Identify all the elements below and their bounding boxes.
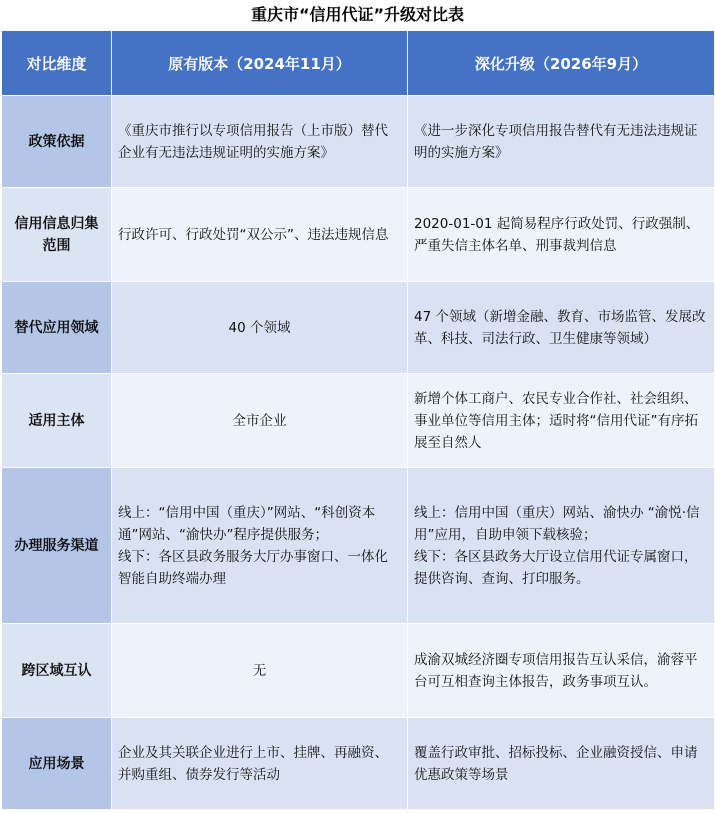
row-upgraded: 新增个体工商户、农民专业合作社、社会组织、事业单位等信用主体；适时将“信用代证”有序拓展至自然人	[408, 374, 715, 468]
table-row	[2, 624, 715, 718]
upgraded-line-online: 线上：信用中国（重庆）网站、渝快办 “渝悦·信用”应用，自助申领下载核验；	[414, 504, 700, 543]
header-original: 原有版本（2024年11月）	[112, 31, 408, 96]
row-dimension: 应用场景	[2, 718, 112, 810]
table-row	[2, 282, 715, 374]
row-upgraded	[408, 468, 715, 624]
table-header-row	[2, 31, 715, 96]
table-title: 重庆市“信用代证”升级对比表	[250, 5, 465, 24]
row-original: 行政许可、行政处罚“双公示”、违法违规信息	[112, 188, 408, 282]
row-original: 企业及其关联企业进行上市、挂牌、再融资、并购重组、债券发行等活动	[112, 718, 408, 810]
table-row	[2, 718, 715, 810]
row-upgraded: 《进一步深化专项信用报告替代有无违法违规证明的实施方案》	[408, 96, 715, 188]
row-original: 《重庆市推行以专项信用报告（上市版）替代企业有无违法违规证明的实施方案》	[112, 96, 408, 188]
table-row	[2, 96, 715, 188]
row-original: 全市企业	[112, 374, 408, 468]
comparison-table	[1, 30, 715, 810]
row-dimension: 跨区域互认	[2, 624, 112, 718]
table-row	[2, 188, 715, 282]
row-dimension: 替代应用领域	[2, 282, 112, 374]
row-dimension: 信用信息归集范围	[2, 188, 112, 282]
upgraded-line-offline: 线下：各区县政务大厅设立信用代证专属窗口，提供咨询、查询、打印服务。	[414, 548, 698, 587]
row-original: 40 个领域	[112, 282, 408, 374]
row-dimension: 政策依据	[2, 96, 112, 188]
row-original	[112, 468, 408, 624]
table-row	[2, 468, 715, 624]
original-line-online: 线上：“信用中国（重庆）”网站、“科创资本通”网站、“渝快办”程序提供服务；	[118, 504, 376, 543]
row-upgraded: 47 个领域（新增金融、教育、市场监管、发展改革、科技、司法行政、卫生健康等领域）	[408, 282, 715, 374]
row-upgraded: 2020-01-01 起简易程序行政处罚、行政强制、严重失信主体名单、刑事裁判信息	[408, 188, 715, 282]
original-line-offline: 线下：各区县政务服务大厅办事窗口、一体化智能自助终端办理	[118, 548, 388, 587]
header-upgraded: 深化升级（2026年9月）	[408, 31, 715, 96]
row-dimension: 办理服务渠道	[2, 468, 112, 624]
header-dimension: 对比维度	[2, 31, 112, 96]
table-row	[2, 374, 715, 468]
row-upgraded: 覆盖行政审批、招标投标、企业融资授信、申请优惠政策等场景	[408, 718, 715, 810]
row-upgraded: 成渝双城经济圈专项信用报告互认采信，渝蓉平台可互相查询主体报告，政务事项互认。	[408, 624, 715, 718]
row-dimension: 适用主体	[2, 374, 112, 468]
row-original: 无	[112, 624, 408, 718]
